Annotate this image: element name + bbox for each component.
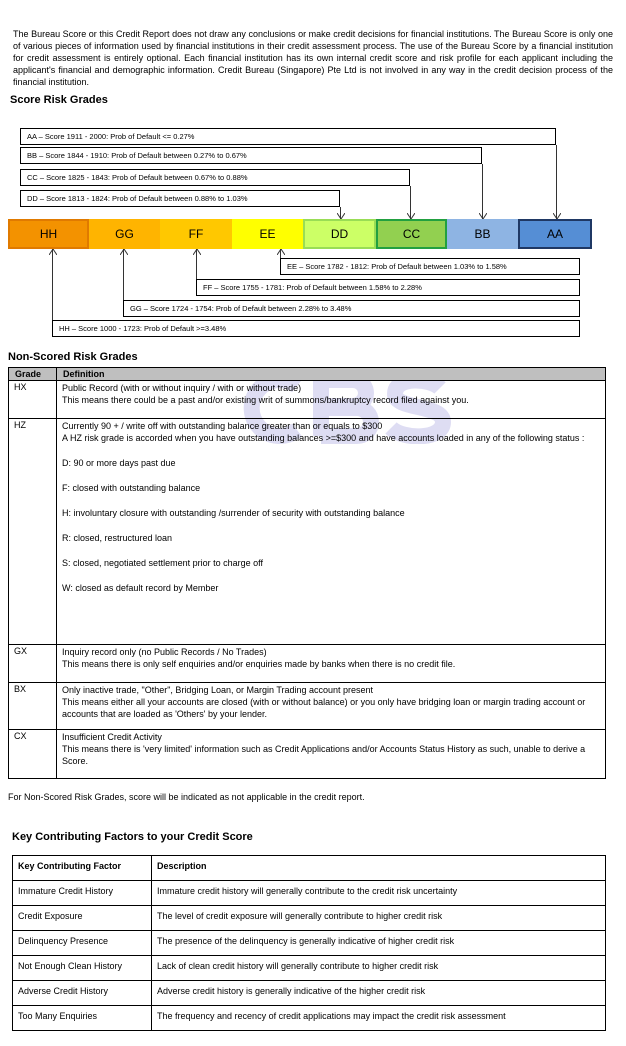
key-factors-table xyxy=(12,855,606,1031)
factor-cell: Immature Credit History xyxy=(13,881,152,906)
disclaimer-paragraph: The Bureau Score or this Credit Report does not draw any conclusions or make credit decisions for financial institutions. The Bureau Score is only one of various pieces of information used by financial institutions in their credit assessment process. The use of the Bureau Score by a financial institution for credit assessment is entirely optional. Each financial institution has its own internal credit score and risk profile for each applicant including the applicant's financial and demographic information. Credit Bureau (Singapore) Pte Ltd is not involved in any way in the credit decision process of the financial institution. xyxy=(13,29,613,87)
arrow-up-icon xyxy=(120,249,128,255)
grade-desc-cc: CC – Score 1825 - 1843: Prob of Default between 0.67% to 0.88% xyxy=(20,169,410,186)
arrow-up-icon xyxy=(49,249,57,255)
grade-cell: CX xyxy=(9,730,57,779)
table-row xyxy=(13,981,606,1006)
grade-desc-gg: GG – Score 1724 - 1754: Prob of Default between 2.28% to 3.48% xyxy=(123,300,580,317)
arrow-up-icon xyxy=(193,249,201,255)
non-scored-note: For Non-Scored Risk Grades, score will be indicated as not applicable in the credit report. xyxy=(8,792,365,802)
definition-cell xyxy=(57,683,606,730)
description-cell: The level of credit exposure will generally contribute to higher credit risk xyxy=(152,906,606,931)
arrow-line xyxy=(123,249,124,300)
definition-cell xyxy=(57,381,606,419)
table-row xyxy=(13,906,606,931)
definition-line: Only inactive trade, "Other", Bridging Loan, or Margin Trading account present xyxy=(62,685,374,695)
description-cell: Lack of clean credit history will generally contribute to higher credit risk xyxy=(152,956,606,981)
factor-cell: Credit Exposure xyxy=(13,906,152,931)
arrow-down-icon xyxy=(479,213,487,219)
non-scored-table xyxy=(8,367,606,779)
description-cell: The presence of the delinquency is generally indicative of higher credit risk xyxy=(152,931,606,956)
arrow-down-icon xyxy=(407,213,415,219)
table-row xyxy=(9,419,606,645)
non-scored-title: Non-Scored Risk Grades xyxy=(8,351,138,363)
bottom-section xyxy=(8,351,606,1031)
definition-line: This means either all your accounts are closed (with or without balance) or you only have bridging loan or margin trading account or accounts that are loaded as 'Others' by your lender. xyxy=(62,697,586,719)
header-description: Description xyxy=(152,856,606,881)
grade-segment-cc: CC xyxy=(376,219,447,249)
definition-cell xyxy=(57,730,606,779)
table-row xyxy=(9,381,606,419)
definition-line: H: involuntary closure with outstanding /surrender of security with outstanding balance xyxy=(62,508,405,518)
description-cell: Adverse credit history is generally indicative of the higher credit risk xyxy=(152,981,606,1006)
definition-line: S: closed, negotiated settlement prior to charge off xyxy=(62,558,263,568)
definition-line: Inquiry record only (no Public Records / No Trades) xyxy=(62,647,267,657)
definition-cell xyxy=(57,419,606,645)
definition-line: Currently 90 + / write off with outstanding balance greater than or equals to $300 xyxy=(62,421,383,431)
grade-segment-ee: EE xyxy=(232,219,303,249)
factor-cell: Adverse Credit History xyxy=(13,981,152,1006)
definition-line: This means there could be a past and/or existing writ of summons/bankruptcy record filed against you. xyxy=(62,395,469,405)
table-row xyxy=(13,931,606,956)
table-row xyxy=(9,683,606,730)
definition-line: This means there is 'very limited' information such as Credit Applications and/or Accounts Status History as such, unable to derive a Score. xyxy=(62,744,586,766)
grade-cell: BX xyxy=(9,683,57,730)
header-definition: Definition xyxy=(57,368,606,381)
score-risk-grades-title: Score Risk Grades xyxy=(10,94,108,106)
grade-segment-gg: GG xyxy=(89,219,160,249)
definition-line: F: closed with outstanding balance xyxy=(62,483,201,493)
definition-line: A HZ risk grade is accorded when you have outstanding balances >=$300 and have accounts loaded in any of the following status : xyxy=(62,433,585,443)
grade-desc-aa: AA – Score 1911 - 2000: Prob of Default <= 0.27% xyxy=(20,128,556,145)
arrow-up-icon xyxy=(277,249,285,255)
definition-line: This means there is only self enquiries and/or enquiries made by banks when there is no credit file. xyxy=(62,659,456,669)
grade-segment-bb: BB xyxy=(447,219,518,249)
factor-cell: Not Enough Clean History xyxy=(13,956,152,981)
definition-line: W: closed as default record by Member xyxy=(62,583,219,593)
grade-segment-aa: AA xyxy=(518,219,592,249)
grade-cell: HX xyxy=(9,381,57,419)
description-cell: The frequency and recency of credit applications may impact the credit risk assessment xyxy=(152,1006,606,1031)
grade-desc-hh: HH – Score 1000 - 1723: Prob of Default >=3.48% xyxy=(52,320,580,337)
arrow-line xyxy=(482,164,483,219)
grade-cell: GX xyxy=(9,645,57,683)
grade-cell: HZ xyxy=(9,419,57,645)
grade-desc-bb: BB – Score 1844 - 1910: Prob of Default between 0.27% to 0.67% xyxy=(20,147,482,164)
grade-segment-dd: DD xyxy=(303,219,376,249)
table-row xyxy=(13,956,606,981)
grade-segment-ff: FF xyxy=(160,219,232,249)
arrow-down-icon xyxy=(553,213,561,219)
table-row xyxy=(13,1006,606,1031)
table-row xyxy=(13,881,606,906)
definition-cell xyxy=(57,645,606,683)
definition-line: Insufficient Credit Activity xyxy=(62,732,162,742)
top-section xyxy=(10,28,613,107)
definition-line: Public Record (with or without inquiry / with or without trade) xyxy=(62,383,302,393)
factor-cell: Delinquency Presence xyxy=(13,931,152,956)
definition-line: D: 90 or more days past due xyxy=(62,458,176,468)
key-factors-title: Key Contributing Factors to your Credit Score xyxy=(12,831,253,843)
factor-cell: Too Many Enquiries xyxy=(13,1006,152,1031)
grade-desc-dd: DD – Score 1813 - 1824: Prob of Default between 0.88% to 1.03% xyxy=(20,190,340,207)
grade-desc-ff: FF – Score 1755 - 1781: Prob of Default between 1.58% to 2.28% xyxy=(196,279,580,296)
table-row xyxy=(9,645,606,683)
header-grade: Grade xyxy=(9,368,57,381)
header-factor: Key Contributing Factor xyxy=(13,856,152,881)
arrow-line xyxy=(556,145,557,219)
grade-segment-hh: HH xyxy=(8,219,89,249)
arrow-down-icon xyxy=(337,213,345,219)
description-cell: Immature credit history will generally contribute to the credit risk uncertainty xyxy=(152,881,606,906)
table-row xyxy=(9,730,606,779)
arrow-line xyxy=(52,249,53,320)
definition-line: R: closed, restructured loan xyxy=(62,533,173,543)
grade-desc-ee: EE – Score 1782 - 1812: Prob of Default between 1.03% to 1.58% xyxy=(280,258,580,275)
